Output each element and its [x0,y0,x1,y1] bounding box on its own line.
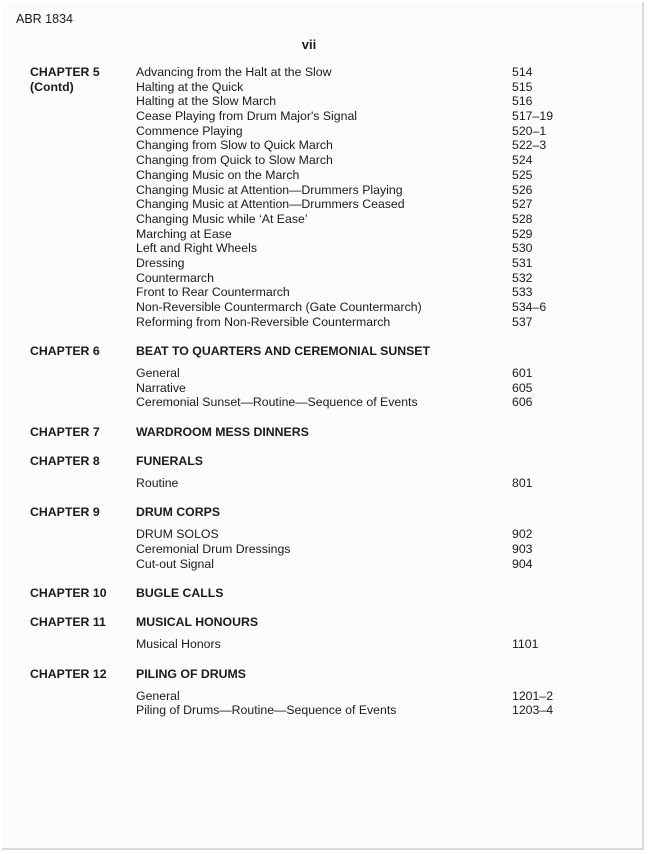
entry-page: 902 [512,527,533,542]
entry-title: Musical Honors [136,637,221,652]
entry-page: 515 [512,79,533,94]
chapter-section [2,505,642,571]
entry-title: Cut-out Signal [136,556,214,571]
chapter-label: CHAPTER 6 [30,343,100,358]
entry-page: 520–1 [512,123,547,138]
chapter-title: DRUM CORPS [136,505,221,520]
chapter-heading [2,505,642,520]
toc-entry [2,542,642,557]
entry-page: 1101 [512,637,539,652]
toc-entry [2,703,642,718]
table-of-contents [2,65,642,733]
chapter-heading [2,425,642,440]
chapter-section [2,344,642,410]
toc-entry [2,65,642,80]
toc-entry [2,94,642,109]
toc-entry [2,689,642,704]
chapter-label: CHAPTER 9 [30,505,100,520]
chapter-section [2,615,642,652]
toc-entry [2,285,642,300]
entry-page: 528 [512,211,533,226]
entry-page: 517–19 [512,109,554,124]
entry-page: 525 [512,167,533,182]
chapter-heading [2,454,642,469]
chapter-label: CHAPTER 8 [30,453,100,468]
entry-title: DRUM SOLOS [136,527,219,542]
toc-entry [2,637,642,652]
entry-title: Marching at Ease [136,226,232,241]
entry-page: 533 [512,285,533,300]
toc-entry [2,476,642,491]
entry-title: Left and Right Wheels [136,241,257,256]
toc-entry [2,381,642,396]
entry-page: 526 [512,182,533,197]
toc-entry [2,366,642,381]
entry-title: Routine [136,476,179,490]
entry-page: 522–3 [512,138,547,153]
toc-entry [2,109,642,124]
toc-entry [2,197,642,212]
chapter-label: CHAPTER 11 [30,615,106,630]
document-page [2,2,644,850]
chapter-title: WARDROOM MESS DINNERS [136,424,309,439]
entry-title: Front to Rear Countermarch [136,285,290,300]
entry-title: Changing from Slow to Quick March [136,138,333,153]
toc-entry [2,557,642,572]
entry-page: 903 [512,542,533,557]
entry-title: Countermarch [136,270,214,285]
entry-page: 606 [512,395,533,410]
entry-title: Ceremonial Drum Dressings [136,542,291,557]
entry-title: Reforming from Non-Reversible Countermarch [136,314,391,329]
document-id: ABR 1834 [16,12,73,26]
entry-page: 801 [512,476,533,490]
entry-page: 601 [512,366,533,381]
chapter-title: BEAT TO QUARTERS AND CEREMONIAL SUNSET [136,343,431,358]
toc-entry [2,300,642,315]
entry-title: Narrative [136,380,186,395]
entry-title: Halting at the Slow March [136,94,277,109]
chapter-section [2,425,642,440]
entry-page: 1201–2 [512,688,554,703]
chapter-heading [2,667,642,682]
chapter-heading [2,344,642,359]
entry-title: Changing Music on the March [136,167,300,182]
chapter-label: CHAPTER 5 [30,65,100,79]
entry-title: Cease Playing from Drum Major's Signal [136,109,358,124]
toc-entry [2,124,642,139]
chapter-sublabel: (Contd) [30,79,74,94]
toc-entry [2,183,642,198]
entry-page: 529 [512,226,533,241]
entry-title: Piling of Drums—Routine—Sequence of Events [136,703,397,718]
entry-page: 532 [512,270,533,285]
entry-title: Changing Music while ‘At Ease’ [136,211,308,226]
entry-page: 1203–4 [512,703,554,718]
entry-page: 514 [512,65,533,79]
toc-entry [2,138,642,153]
toc-entry [2,153,642,168]
entry-page: 530 [512,241,533,256]
entry-page: 605 [512,380,533,395]
toc-entry [2,212,642,227]
entry-page: 534–6 [512,300,547,314]
entry-title: General [136,688,180,703]
entry-page: 516 [512,94,533,109]
chapter-section [2,65,642,329]
entry-page: 524 [512,153,533,168]
chapter-heading [2,586,642,601]
chapter-section [2,454,642,491]
entry-page: 904 [512,556,533,571]
chapter-title: FUNERALS [136,453,203,468]
entry-title: Changing Music at Attention—Drummers Ceased [136,197,405,212]
toc-entry [2,527,642,542]
entry-title: Halting at the Quick [136,79,244,94]
entry-title: Advancing from the Halt at the Slow [136,65,332,79]
chapter-label: CHAPTER 12 [30,666,107,681]
toc-entry [2,80,642,95]
entry-page: 531 [512,255,533,270]
entry-title: Ceremonial Sunset—Routine—Sequence of Events [136,395,418,410]
entry-title: Changing Music at Attention—Drummers Playing [136,182,403,197]
chapter-label: CHAPTER 7 [30,424,100,439]
toc-entry [2,271,642,286]
page-number: vii [301,37,317,52]
entry-title: General [136,366,180,381]
chapter-label: CHAPTER 10 [30,585,107,600]
entry-title: Dressing [136,255,185,270]
chapter-title: BUGLE CALLS [136,585,224,600]
entry-title: Changing from Quick to Slow March [136,153,333,168]
toc-entry [2,227,642,242]
toc-entry [2,168,642,183]
entry-page: 527 [512,197,533,212]
entry-title: Non-Reversible Countermarch (Gate Countermarch) [136,300,422,314]
toc-entry [2,256,642,271]
chapter-title: MUSICAL HONOURS [136,615,259,630]
chapter-section [2,586,642,601]
toc-entry [2,315,642,330]
chapter-section [2,667,642,719]
chapter-title: PILING OF DRUMS [136,666,246,681]
toc-entry [2,395,642,410]
toc-entry [2,241,642,256]
entry-title: Commence Playing [136,123,243,138]
entry-page: 537 [512,314,533,329]
chapter-heading [2,615,642,630]
